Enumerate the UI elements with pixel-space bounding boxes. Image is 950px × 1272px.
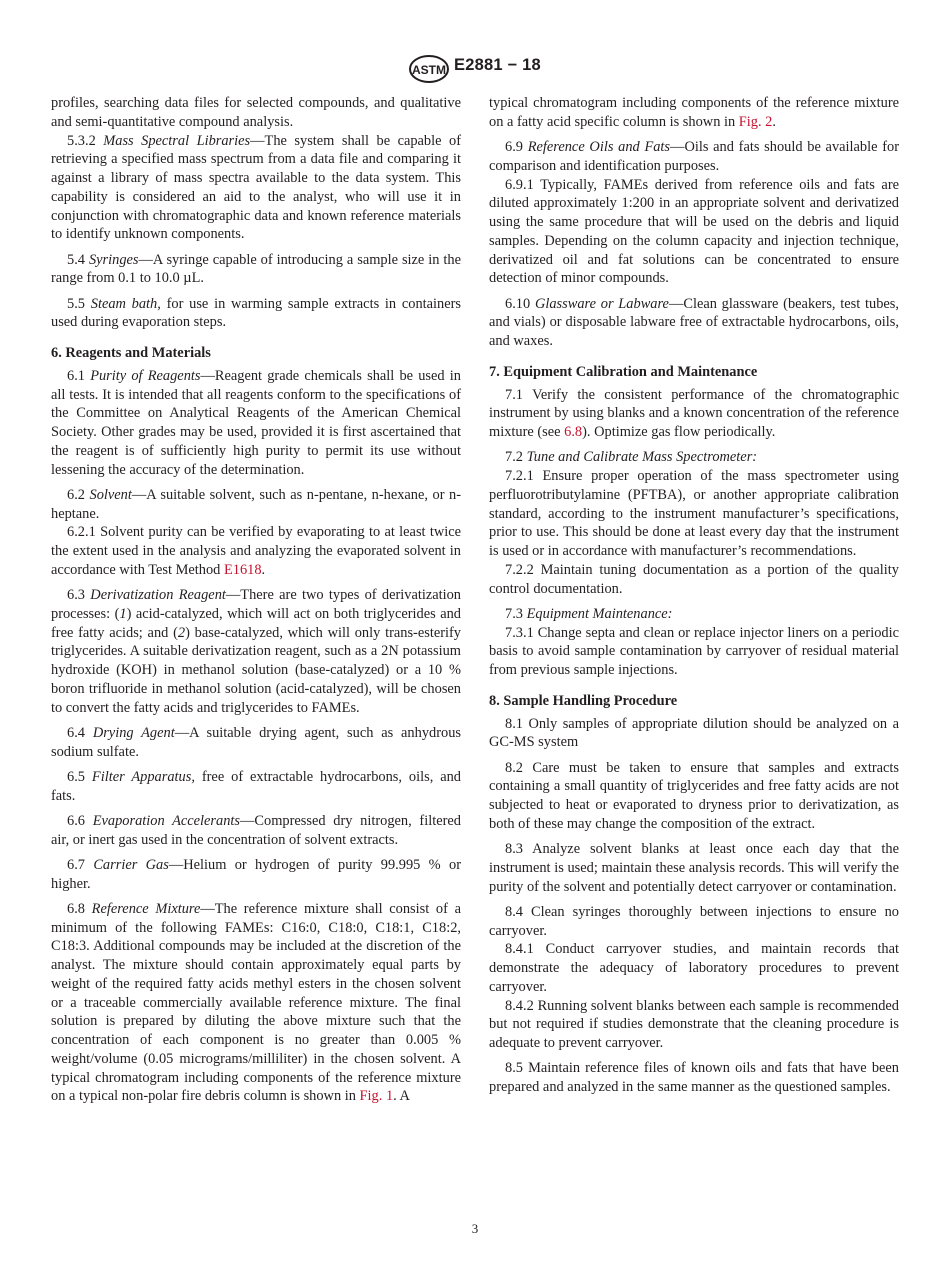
text-run: —There are two types of derivatization processes: ( [51, 587, 462, 622]
left-column [51, 94, 461, 1106]
paragraph [489, 386, 899, 442]
paragraph [51, 724, 461, 762]
text-run: 7.1 Verify the consistent performance of the chromatographic instrument by using blanks and a known concentration of the reference mixture (see [489, 386, 899, 440]
text-run: 6.3 [67, 587, 91, 603]
text-run: —Reagent grade chemicals shall be used in all tests. It is intended that all reagents conform to the specifications of the Committee on Analytical Reagents of the American Chemical Society. Other grades may be used, provided it is first ascertained that the reagent is of sufficiently high purity to permit its use without lessening the accuracy of the determination. [51, 367, 461, 478]
text-run: typical chromatogram including components of the reference mixture on a fatty acid specific column is shown in [489, 95, 899, 130]
paragraph [51, 768, 461, 806]
svg-text:ASTM: ASTM [412, 63, 446, 77]
text-run: 6.1 [67, 367, 91, 384]
text-run: 8.4.2 Running solvent blanks between each sample is recommended but not required if studies demonstrate that the cleaning procedure is adequate to prevent carryover. [489, 997, 899, 1051]
section-heading [51, 344, 461, 363]
text-run: . [261, 561, 266, 578]
paragraph [489, 997, 899, 1053]
page-header [0, 54, 950, 84]
paragraph [489, 605, 899, 624]
text-run: 6.8 [67, 900, 92, 917]
text-run: Evaporation Accelerants [92, 812, 241, 829]
text-run: Solvent [89, 486, 132, 503]
text-run: Equipment Maintenance: [526, 605, 673, 622]
paragraph [489, 715, 899, 753]
text-run: 8.1 Only samples of appropriate dilution should be analyzed on a GC-MS system [489, 715, 899, 751]
text-run: 6.9.1 Typically, FAMEs derived from reference oils and fats are diluted approximately 1:200 in an appropriate solvent and derivatized using the same procedure that will be used on the debris and liquid samples. Depending on the column capacity and injection technique, derivatized oil and fat solutions can be concentrated to ensure detection of minor compounds. [489, 176, 899, 287]
paragraph [51, 94, 461, 132]
section-heading [489, 363, 899, 382]
text-run: 8.4.1 Conduct carryover studies, and maintain records that demonstrate the adequacy of laboratory procedures to prevent carryover. [489, 941, 899, 995]
text-run: 7.2.1 Ensure proper operation of the mass spectrometer using perfluorotributylamine (PFTBA), or another appropriate calibration standard, according to the instrument manufacturer’s specifications, prior to use. This should be done at least every day that the instrument is used or in accordance with manufacturer’s recommendations. [489, 468, 899, 559]
text-run: 7.2.2 Maintain tuning documentation as a portion of the quality control documentation. [489, 561, 899, 597]
right-column [489, 94, 899, 1097]
text-run: 6.6 [67, 812, 93, 829]
paragraph [489, 561, 899, 599]
cross-reference-link[interactable]: E1618 [223, 561, 262, 578]
text-run: —A suitable drying agent, such as anhydrous sodium sulfate. [51, 724, 461, 760]
text-run: 6.10 [505, 295, 535, 312]
paragraph [51, 856, 461, 894]
paragraph [489, 940, 899, 996]
text-run: 7.3.1 Change septa and clean or replace injector liners on a periodic basis to avoid sample contamination by carryover of residual material from previous sample injections. [489, 624, 899, 678]
text-run: 8.4 Clean syringes thoroughly between injections to ensure no carryover. [489, 903, 899, 939]
text-run: 8. Sample Handling Procedure [489, 692, 678, 709]
text-run: Derivatization Reagent [90, 587, 226, 603]
paragraph [51, 295, 461, 333]
text-run: . [772, 113, 776, 130]
text-run: —Clean glassware (beakers, test tubes, and vials) or disposable labware free of extractable hydrocarbons, oils, and waxes. [489, 295, 899, 349]
text-run: Filter Apparatus, [91, 768, 195, 785]
paragraph [489, 94, 899, 132]
paragraph [489, 138, 899, 176]
text-run: Purity of Reagents [90, 367, 201, 384]
text-run: —A suitable solvent, such as n-pentane, n-hexane, or n-heptane. [51, 486, 461, 522]
text-run: Reference Mixture [91, 900, 201, 917]
paragraph [489, 176, 899, 289]
paragraph [51, 900, 461, 1106]
text-run: ). Optimize gas flow periodically. [582, 424, 776, 440]
text-run: Carrier Gas [93, 856, 169, 873]
text-run: free of extractable hydrocarbons, oils, and fats. [51, 768, 461, 804]
document-designation: E2881 − 18 [454, 56, 541, 74]
paragraph [51, 523, 461, 579]
text-run: —Oils and fats should be available for comparison and identification purposes. [489, 139, 899, 174]
text-run: Drying Agent [92, 724, 175, 741]
text-run: Reference Oils and Fats [527, 139, 671, 155]
text-run: 1 [119, 605, 127, 622]
cross-reference-link[interactable]: Fig. 1 [359, 1088, 394, 1105]
paragraph [51, 812, 461, 850]
text-run: 6.5 [67, 768, 92, 785]
text-run: Glassware or Labware [534, 295, 669, 312]
text-run: 7. Equipment Calibration and Maintenance [489, 363, 758, 380]
paragraph [489, 448, 899, 467]
text-run: 8.2 Care must be taken to ensure that samples and extracts containing a small quantity of triglycerides and free fatty acids are not subjected to heat or evaporated to dryness prior to derivatization, as both of these may change the composition of the extract. [489, 759, 899, 832]
text-run: 6.2.1 Solvent purity can be verified by evaporating to at least twice the extent used in the analysis and analyzing the evaporated solvent in accordance with Test Method [51, 524, 461, 578]
paragraph [51, 586, 461, 717]
text-run: 7.2 [505, 449, 527, 466]
text-run: 6.4 [67, 724, 93, 741]
text-run: 6.7 [67, 856, 94, 873]
text-run: —The system shall be capable of retrieving a specified mass spectrum from a data file and comparing it against a library of mass spectra available to the data system. This capability is considered an aid to the analyst, who will use it in conjunction with chromatographic data and known reference materials to identify unknown components. [51, 132, 461, 243]
paragraph [489, 624, 899, 680]
paragraph [489, 1059, 899, 1097]
astm-logo-icon [408, 54, 450, 84]
paragraph [489, 840, 899, 896]
paragraph [489, 903, 899, 941]
text-run: 7.3 [505, 605, 527, 622]
text-run: ) base-catalyzed, which will only trans-esterify triglycerides. A suitable derivatization reagent, such as a 2N potassium hydroxide (KOH) in methanol solution (base-catalyzed) or a 10 % boron trifluoride in methanol solution (acid-catalyzed), will be chosen to convert the fatty acids and triglycerides to FAMEs. [51, 624, 461, 716]
paragraph [51, 251, 461, 289]
section-heading [489, 692, 899, 711]
text-run: 6. Reagents and Materials [51, 345, 211, 361]
paragraph [51, 367, 461, 480]
text-run: 8.3 Analyze solvent blanks at least once each day that the instrument is used; maintain these analysis records. This will verify the purity of the solvent and potentially detect carryover or contamination. [489, 841, 899, 895]
text-run: —A syringe capable of introducing a sample size in the range from 0.1 to 10.0 µL. [51, 251, 461, 287]
text-run: 6.9 [505, 139, 528, 155]
text-run: 8.5 Maintain reference files of known oils and fats that have been prepared and analyzed in the same manner as the questioned samples. [489, 1060, 899, 1095]
text-run: —Helium or hydrogen of purity 99.995 % or higher. [51, 856, 461, 892]
text-run: Tune and Calibrate Mass Spectrometer: [526, 449, 758, 466]
cross-reference-link[interactable]: 6.8 [564, 424, 583, 440]
cross-reference-link[interactable]: Fig. 2 [738, 113, 773, 130]
text-run: Steam bath, [90, 295, 161, 312]
text-run: 6.2 [67, 486, 90, 503]
paragraph [51, 486, 461, 524]
text-run: profiles, searching data files for selected compounds, and qualitative and semi-quantitative compound analysis. [51, 95, 461, 130]
paragraph [489, 295, 899, 351]
page-number: 3 [471, 1221, 479, 1236]
text-run: 2 [177, 624, 186, 641]
paragraph [489, 467, 899, 561]
text-run: 5.3.2 [67, 132, 104, 149]
text-run: . A [393, 1088, 410, 1105]
text-run: 5.5 [67, 295, 91, 312]
paragraph [51, 132, 461, 245]
text-run: Syringes [88, 251, 139, 268]
text-run: Mass Spectral Libraries [103, 132, 251, 149]
text-run: ) acid-catalyzed, which will act on both triglycerides and free fatty acids; and ( [51, 605, 461, 641]
text-run: —The reference mixture shall consist of a minimum of the following FAMEs: C16:0, C18:0, C18:1, C18:2, C18:3. Additional compounds may be included at the discretion of the analyst. The mixture should contain approximately equal parts by weight of the required fatty acids methyl esters in the chosen solvent or a traceable commercially available reference mixture. The final solution is prepared by diluting the above mixture such that the concentration of each component is no greater than 0.005 % weight/volume (0.05 micrograms/milliliter) in the chosen solvent. A typical chromatogram including components of the reference mixture on a typical non-polar fire debris column is shown in [51, 900, 461, 1105]
text-run: 5.4 [67, 251, 89, 268]
text-run: —Compressed dry nitrogen, filtered air, or inert gas used in the concentration of solvent extracts. [51, 812, 461, 848]
paragraph [489, 759, 899, 834]
text-run: for use in warming sample extracts in containers used during evaporation steps. [51, 295, 462, 331]
